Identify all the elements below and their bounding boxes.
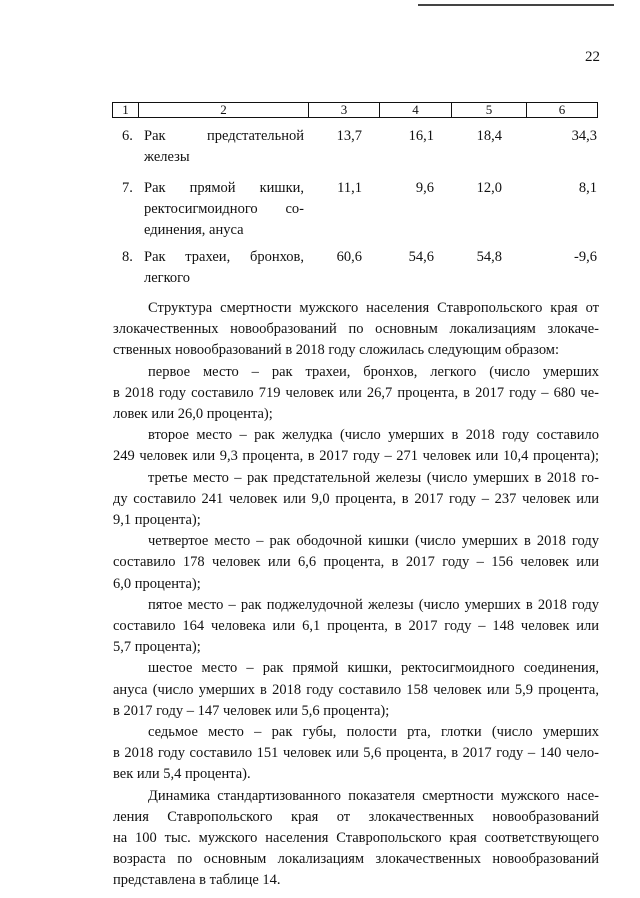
text-line: на 100 тыс. мужского населения Ставропольского края соответствующего: [113, 830, 599, 847]
paragraph: [113, 468, 599, 532]
row-name: [144, 126, 304, 168]
text-line: седьмое место – рак губы, полости рта, глотки (число умерших: [148, 724, 599, 741]
text-line: ду составило 241 человек или 9,0 процента, в 2017 году – 237 человек или: [113, 490, 599, 507]
paragraph: [113, 658, 599, 722]
text-line: в 2017 году – 147 человек или 5,6 процента);: [113, 702, 390, 719]
row-name-line: Рак трахеи, бронхов,: [144, 249, 304, 265]
cell-col6: 34,3: [571, 128, 597, 144]
table-header-cell: 2: [139, 103, 309, 117]
text-line: в 2018 году составило 151 человек или 5,6 процента, в 2017 году – 140 чело-: [113, 745, 599, 762]
text-line: ственных новообразований в 2018 году сложилась следующим образом:: [113, 342, 560, 359]
text-line: злокачественных новообразований по основным локализациям злокаче-: [113, 321, 599, 338]
text-line: 6,0 процента);: [113, 575, 201, 592]
text-line: 249 человек или 9,3 процента, в 2017 году – 271 человек или 10,4 процента);: [113, 448, 599, 465]
table-header-cell: 6: [558, 102, 566, 117]
page-number: 22: [585, 49, 600, 65]
paragraph: [113, 298, 599, 362]
header-rule: [418, 4, 614, 6]
row-number: 7.: [122, 180, 133, 196]
text-line: четвертое место – рак ободочной кишки (число умерших в 2018 году: [148, 533, 599, 550]
paragraph: [113, 786, 599, 892]
table-header-cell: 3: [309, 103, 380, 117]
text-line: третье место – рак предстательной железы (число умерших в 2018 го-: [148, 469, 599, 486]
text-line: ловек или 26,0 процента);: [113, 406, 273, 423]
row-name-line: Рак предстательной: [144, 128, 304, 144]
cell-col5: 54,8: [476, 249, 502, 265]
text-line: Динамика стандартизованного показателя смертности мужского насе-: [148, 787, 599, 804]
row-name: [144, 247, 304, 289]
row-name-line: легкого: [144, 270, 191, 286]
cell-col6: 8,1: [578, 180, 597, 196]
text-line: шестое место – рак прямой кишки, ректосигмоидного соединения,: [148, 660, 599, 677]
table-header-cell: 4: [380, 103, 452, 117]
paragraph: [113, 531, 599, 595]
text-line: второе место – рак желудка (число умерших в 2018 году составило: [148, 427, 599, 444]
row-number: 8.: [122, 249, 133, 265]
text-line: представлена в таблице 14.: [113, 872, 281, 889]
cell-col6: -9,6: [574, 249, 597, 265]
paragraph: [113, 425, 599, 467]
cell-col4: 9,6: [415, 180, 434, 196]
row-name-line: единения, ануса: [144, 222, 244, 238]
body-text: [113, 298, 599, 892]
text-line: пятое место – рак поджелудочной железы (число умерших в 2018 году: [148, 596, 599, 613]
text-line: составило 164 человека или 6,1 процента, в 2017 году – 148 человек или: [113, 618, 599, 635]
row-name-line: Рак прямой кишки,: [144, 180, 304, 196]
cell-col3: 13,7: [336, 128, 362, 144]
row-number: 6.: [122, 128, 133, 144]
text-line: 9,1 процента);: [113, 512, 201, 529]
cell-col5: 18,4: [476, 128, 502, 144]
row-name-line: железы: [144, 149, 190, 165]
table-header-row: [112, 102, 598, 118]
cell-col4: 54,6: [408, 249, 434, 265]
cell-col3: 11,1: [337, 180, 362, 196]
text-line: Структура смертности мужского населения Ставропольского края от: [148, 300, 599, 316]
text-line: 5,7 процента);: [113, 639, 201, 656]
text-line: век или 5,4 процента).: [113, 766, 251, 783]
table-header-cell: 1: [113, 103, 139, 117]
text-line: возраста по основным локализациям злокачественных новообразований: [113, 851, 599, 868]
row-name-line: ректосигмоидного со-: [144, 201, 304, 217]
cell-col5: 12,0: [476, 180, 502, 196]
table-header-cell: 5: [452, 103, 527, 117]
cell-col3: 60,6: [336, 249, 362, 265]
cell-col4: 16,1: [408, 128, 434, 144]
row-name: [144, 178, 304, 241]
text-line: ления Ставропольского края от злокачественных новообразований: [113, 808, 599, 825]
text-line: составило 178 человек или 6,6 процента, в 2017 году – 156 человек или: [113, 554, 599, 571]
paragraph: [113, 722, 599, 786]
text-line: первое место – рак трахеи, бронхов, легкого (число умерших: [148, 363, 599, 380]
paragraph: [113, 362, 599, 426]
text-line: в 2018 году составило 719 человек или 26,7 процента, в 2017 году – 680 че-: [113, 384, 599, 401]
paragraph: [113, 595, 599, 659]
text-line: ануса (число умерших в 2018 году составило 158 человек или 5,9 процента,: [113, 681, 599, 698]
